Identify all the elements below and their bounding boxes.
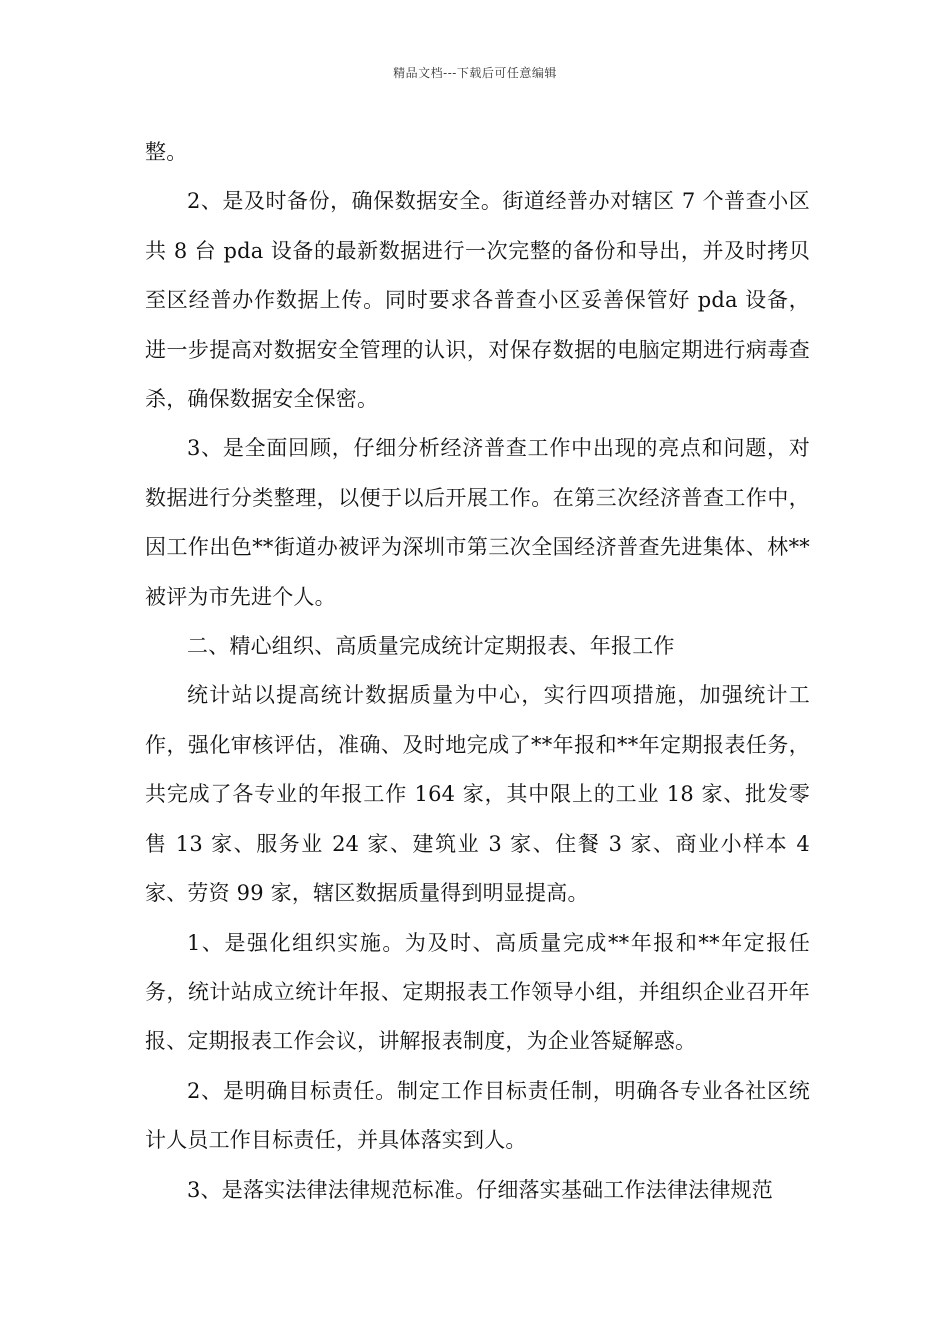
paragraph-statistics-station: 统计站以提高统计数据质量为中心，实行四项措施，加强统计工作，强化审核评估，准确、及时地完成了**年报和**年定期报表任务，共完成了各专业的年报工作 164 家，其中限上的工业 18 家、批发零售 13 家、服务业 24 家、建筑业 3 家、住餐 3 家、商业小样本 4 家、劳资 99 家，辖区数据质量得到明显提高。 — [145, 683, 810, 906]
paragraph-continuation: 整。 — [145, 140, 188, 164]
paragraph-responsibility: 2、是明确目标责任。制定工作目标责任制，明确各专业各社区统计人员工作目标责任，并具体落实到人。 — [145, 1078, 810, 1153]
paragraph-backup: 2、是及时备份，确保数据安全。街道经普办对辖区 7 个普查小区共 8 台 pda 设备的最新数据进行一次完整的备份和导出，并及时拷贝至区经普办作数据上传。同时要求各普查小区妥善保管好 pda 设备，进一步提高对数据安全管理的认识，对保存数据的电脑定期进行病毒查杀，确保数据安全保密。 — [145, 189, 810, 412]
document-body — [145, 128, 810, 1215]
section-heading: 二、精心组织、高质量完成统计定期报表、年报工作 — [187, 634, 675, 659]
paragraph-review: 3、是全面回顾，仔细分析经济普查工作中出现的亮点和问题，对数据进行分类整理，以便于以后开展工作。在第三次经济普查工作中，因工作出色**街道办被评为深圳市第三次全国经济普查先进集体、林**被评为市先进个人。 — [145, 436, 810, 609]
page-header: 精品文档---下载后可任意编辑 — [393, 66, 557, 80]
paragraph-organization: 1、是强化组织实施。为及时、高质量完成**年报和**年定报任务，统计站成立统计年报、定期报表工作领导小组，并组织企业召开年报、定期报表工作会议，讲解报表制度，为企业答疑解惑。 — [145, 930, 810, 1054]
paragraph-regulations: 3、是落实法律法律规范标准。仔细落实基础工作法律法律规范 — [187, 1177, 773, 1202]
